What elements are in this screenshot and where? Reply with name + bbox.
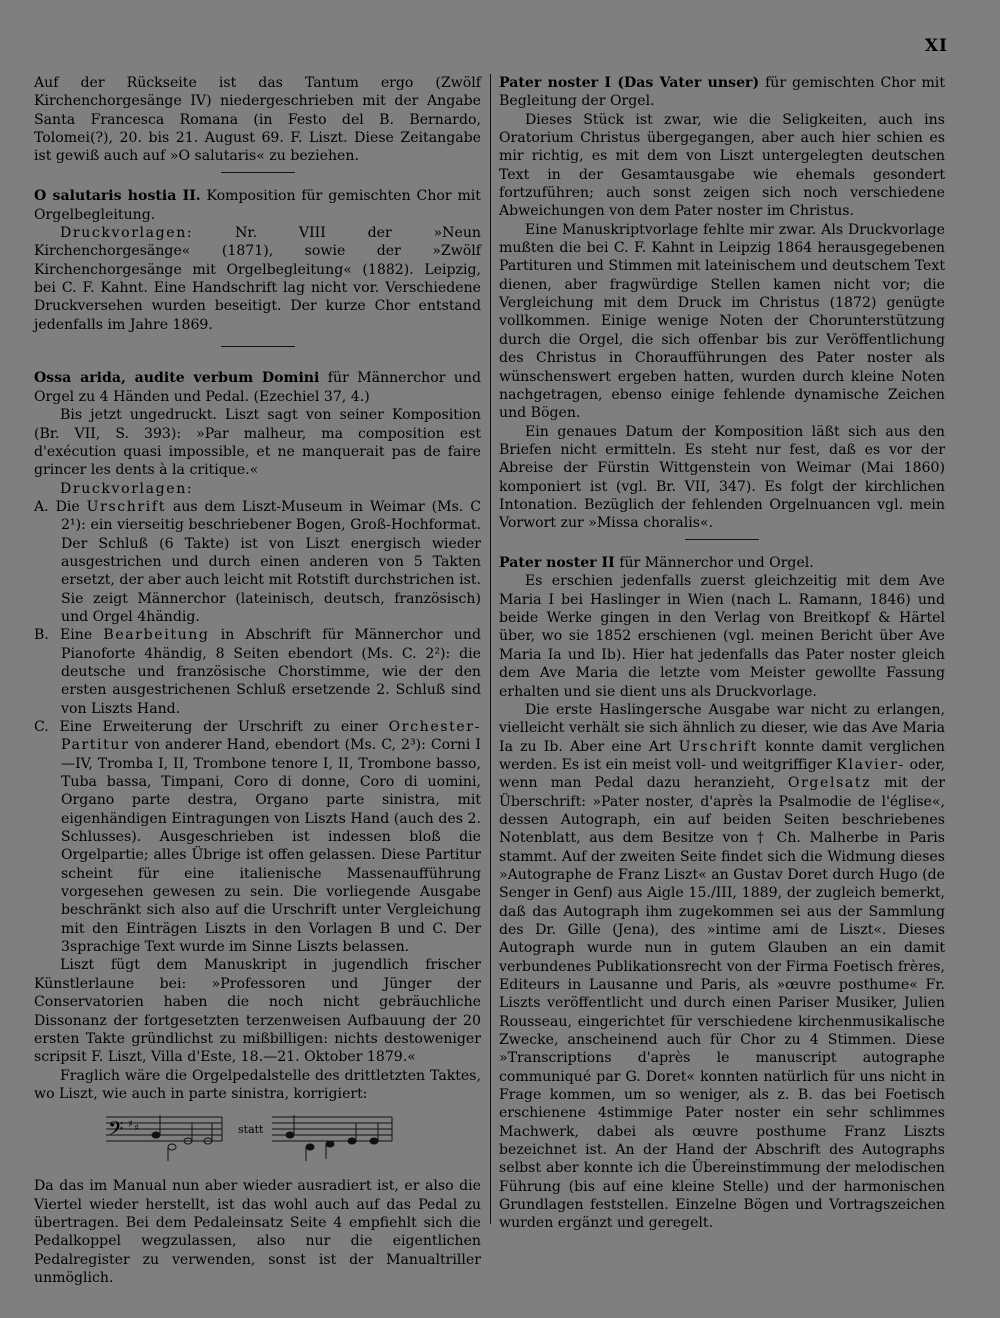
section-heading [499, 554, 945, 572]
paragraph: Auf der Rückseite ist das Tantum ergo (Zwölf Kirchenchorgesänge IV) niedergeschrieben mit der Angabe Santa Francesca Romana (in Festo del B. Bernardo, Tolomei(?), 20. bis 21. August 69. F. Liszt. Diese Zeitangabe ist gewiß auch auf »O salutaris« zu beziehen. [34, 75, 481, 165]
paragraph: Fraglich wäre die Orgelpedalstelle des drittletzten Taktes, wo Liszt, wie auch in parte sinistra, korrigiert: [34, 1067, 481, 1102]
svg-text:𝄢: 𝄢 [108, 1117, 124, 1146]
right-column [499, 74, 945, 1233]
section-subtitle: für gemischten Chor mit Begleitung der Orgel. [499, 75, 945, 110]
section-subtitle: Komposition für gemischten Chor mit Orgelbegleitung. [34, 188, 481, 223]
section-heading [34, 187, 481, 224]
statt-label: statt [238, 1123, 264, 1137]
list-item: A. Die Urschrift aus dem Liszt-Museum in Weimar (Ms. C 2¹): ein vierseitig beschriebener Bogen, Groß-Hochformat. Der Schluß (6 Takte) ist von Liszt energisch wieder ausgestrichen und durch einen anderen von 5 Takten ersetzt, der aber auch leicht mit Rotstift durchstrichen ist. Sie zeigt Männerchor (lateinisch, deutsch, französisch) und Orgel 4händig. [34, 498, 481, 625]
svg-text:♯: ♯ [134, 1123, 139, 1135]
separator [685, 539, 759, 541]
separator [221, 346, 295, 348]
label-spaced: Druckvorlagen: [60, 224, 194, 241]
page-number: XI [924, 36, 948, 56]
left-column [34, 74, 481, 1287]
section-title: Ossa arida, audite verbum Domini [34, 370, 320, 387]
label-spaced: Druckvorlagen: [60, 480, 194, 497]
section-title: Pater noster I (Das Vater unser) [499, 75, 760, 91]
paragraph: Ein genaues Datum der Komposition läßt sich aus den Briefen nicht ermitteln. Es steht nur fest, daß es vor der Abreise der Fürstin Wittgenstein von Weimar (Mai 1860) komponiert ist (vgl. Br. VII, 347). Es folgt der kirchlichen Intonation. Bezüglich der fehlenden Orgelnuancen vgl. mein Vorwort zur »Missa choralis«. [499, 423, 945, 532]
paragraph: Eine Manuskriptvorlage fehlte mir zwar. Als Druckvorlage mußten die bei C. F. Kahnt in Leipzig 1864 herausgegebenen Partituren und Stimmen mit lateinischem und deutschem Text dienen, aber fragwürdige Stellen kamen nicht vor; die Vergleichung mit dem Druck im Christus (1872) genügte vollkommen. Einige wenige Noten der Chorunterstützung durch die Orgel, die sich offenbar bis zur Veröffentlichung des Christus in Choraufführungen des Pater noster als wünschenswert ergeben hatten, wurden durch kleine Noten nachgetragen, ebenso einige fehlende dynamische Zeichen und Bögen. [499, 221, 945, 422]
section-heading [34, 369, 481, 406]
paragraph: Liszt fügt dem Manuskript in jugendlich frischer Künstlerlaune bei: »Professoren und Jünger der Conservatorien haben die noch nicht gebräuchliche Dissonanz der fortgesetzten terzenweisen Aufbauung der 20 ersten Takte gründlichst zu mißbilligen: nichts destoweniger scripsit F. Liszt, Villa d'Este, 18.—21. Oktober 1879.« [34, 957, 481, 1066]
paragraph: Bis jetzt ungedruckt. Liszt sagt von seiner Komposition (Br. VII, S. 393): »Par malheur, ma composition est d'exécution quasi impossible, et ne manquerait pas de faire grincer les dents à la critique.« [34, 407, 481, 479]
list-item: B. Eine Bearbeitung in Abschrift für Männerchor und Pianoforte 4händig, 8 Seiten ebendort (Ms. C. 2²): die deutsche und französische Chorstimme, wie der den ersten ausgestrichenen Schluß ersetzende 2. Schluß sind von Liszts Hand. [34, 627, 481, 717]
paragraph: Dieses Stück ist zwar, wie die Seligkeiten, auch ins Oratorium Christus übergegangen, aber auch hier schien es mir richtig, es mit dem von Liszt untergelegten deutschen Text in der Gesamtausgabe wie ehemals gesondert fortzuführen; auch sonst zeigen sich noch verschiedene Abweichungen von dem Pater noster im Christus. [499, 111, 945, 220]
column-divider [490, 74, 491, 1224]
list-item: C. Eine Erweiterung der Urschrift zu einer Orchester-Partitur von anderer Hand, ebendort (Ms. C, 2³): Corni I—IV, Tromba I, II, Trombone tenore I, II, Trombone basso, Tuba bassa, Timpani, Coro di donne, Coro di uomini, Organo parte destra, Organo parte sinistra, mit eigenhändigen Eintragungen von Liszts Hand (auch des 2. Schlusses). Ausgeschrieben ist indessen bloß die Orgelpartie; alles Übrige ist offen gelassen. Diese Partitur scheint für eine italienische Massenaufführung vorgesehen gewesen zu sein. Die vorliegende Ausgabe beschränkt sich also auf die Urschrift unter Vergleichung mit den Einträgen Liszts in den Vorlagen B und C. Der 3sprachige Text wurde im Sinne Liszts belassen. [34, 719, 481, 956]
section-title: O salutaris hostia II. [34, 188, 201, 205]
separator [221, 172, 295, 174]
music-notation-figure [104, 1109, 394, 1165]
paragraph: Da das im Manual nun aber wieder ausradiert ist, er also die Viertel wieder herstellt, ist das wohl auch auf das Pedal zu übertragen. Bei dem Pedaleinsatz Seite 4 empfiehlt sich die Pedalkoppel wegzulassen, also nur die eigentlichen Pedalregister zu verwenden, sonst ist der Manualtriller unmöglich. [34, 1178, 481, 1286]
section-title: Pater noster II [499, 555, 615, 572]
paragraph: Es erschien jedenfalls zuerst gleichzeitig mit dem Ave Maria I bei Haslinger in Wien (nach L. Ramann, 1846) und beide Werke gingen in den Verlag von Breitkopf & Härtel über, wo sie 1852 erschienen (vgl. meinen Bericht über Ave Maria Ia und Ib). Hier hat jedenfalls das Pater noster gleich dem Ave Maria die letzte vom Meister gewollte Fassung erhalten und sie dient uns als Druckvorlage. [499, 573, 945, 700]
paragraph: Druckvorlagen: Nr. VIII der »Neun Kirchenchorgesänge« (1871), sowie der »Zwölf Kirchenchorgesänge mit Orgelbegleitung« (1882). Leipzig, bei C. F. Kahnt. Eine Handschrift lag nicht vor. Verschiedene Druckversehen wurden beseitigt. Der kurze Chor entstand jedenfalls im Jahre 1869. [34, 224, 481, 333]
section-subtitle: für Männerchor und Orgel zu 4 Händen und Pedal. (Ezechiel 37, 4.) [34, 370, 481, 405]
music-example [34, 1109, 481, 1165]
section-heading [499, 74, 945, 111]
paragraph: Die erste Haslingersche Ausgabe war nicht zu erlangen, vielleicht verhält sie sich ähnlich zu dieser, wie das Ave Maria Ia zu Ib. Aber eine Art Urschrift konnte damit verglichen werden. Es ist ein meist voll- und weitgriffiger Klavier- oder, wenn man Pedal dazu heranzieht, Orgelsatz mit der Überschrift: »Pater noster, d'après la Psalmodie de l'église«, dessen Autograph, ein auf beiden Seiten beschriebenes Notenblatt, aus dem Besitze von † Ch. Malherbe in Paris stammt. Auf der zweiten Seite findet sich die Widmung dieses »Autographe de Franz Liszt« an Gustav Doret durch Hugo (de Senger in Genf) aus Aigle 15./III, 1889, der zugleich bemerkt, daß das Autograph ihm zugekommen sei aus der Sammlung des Dr. Gille (Jena), des »intime ami de Liszt«. Dieses Autograph wurde nun in gutem Glauben an ein damit verbundenes Publikationsrecht von der Firma Foetisch frères, Editeurs in Lausanne und Paris, als »œuvre posthume« Fr. Liszts veröffentlicht und durch einen Pariser Musiker, Julien Rousseau, eingerichtet für verschiedene kirchenmusikalische Zwecke, anscheinend auch für Chor zu 4 Stimmen. Diese »Transcriptions d'après le manuscript autographe communiqué par G. Doret« konnten natürlich für uns nicht in Frage kommen, um so weniger, als z. B. das bei Foetisch erschienene 4stimmige Pater noster ein sehr schlimmes Machwerk, dabei als œuvre posthume Franz Liszts bezeichnet ist. An der Hand der Abschrift des Autographs selbst aber konnte ich die Übereinstimmung der melodischen Führung (bis auf eine kleine Stelle) und der harmonischen Grundlagen feststellen. Einzelne Bögen und Vortragszeichen wurden ergänzt und geregelt. [499, 701, 945, 1232]
section-subtitle: für Männerchor und Orgel. [614, 555, 814, 572]
svg-text:♯: ♯ [128, 1119, 133, 1131]
